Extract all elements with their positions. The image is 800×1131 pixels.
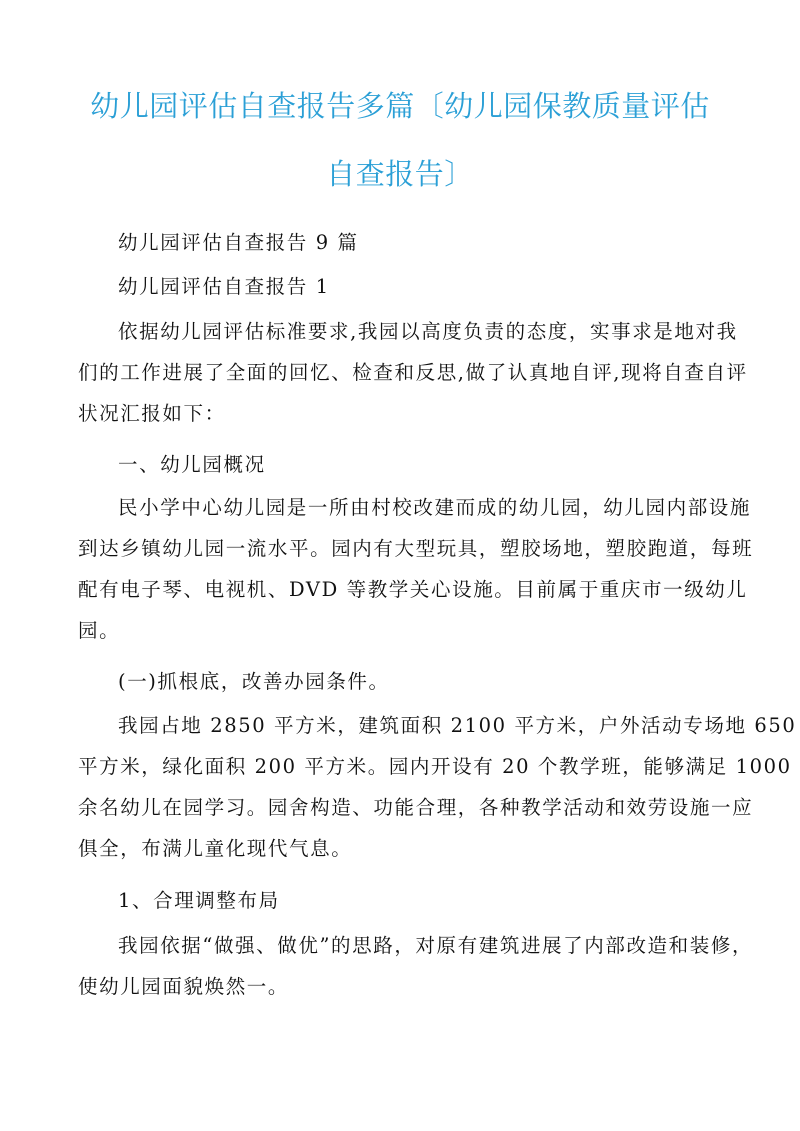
document-title-line-2: 自查报告〕 [326,157,474,191]
overview-line: 园。 [78,619,121,642]
intro-line: 们的工作进展了全面的回忆、检查和反思,做了认真地自评,现将自查自评 [78,361,748,384]
document-title-line-1: 幼儿园评估自查报告多篇〔幼儿园保教质量评估 [90,89,710,123]
intro-line: 依据幼儿园评估标准要求,我园以高度负责的态度，实事求是地对我 [118,320,738,343]
intro-paragraph [78,311,748,434]
item-heading-layout: 1、合理调整布局 [118,889,280,912]
area-line: 俱全，布满儿童化现代气息。 [78,837,353,860]
area-line: 我园占地 2850 平方米，建筑面积 2100 平方米，户外活动专场地 650 [118,714,797,737]
layout-line: 使幼儿园面貌焕然一。 [78,975,290,998]
overview-paragraph [78,487,754,651]
overview-line: 配有电子琴、电视机、DVD 等教学关心设施。目前属于重庆市一级幼儿 [78,578,748,601]
area-paragraph [78,705,797,869]
section-heading-overview: 一、幼儿园概况 [118,453,266,476]
overview-line: 到达乡镇幼儿园一流水平。园内有大型玩具，塑胶场地，塑胶跑道，每班 [78,537,754,560]
subsection-heading: (一)抓根底，改善办园条件。 [118,670,390,693]
collection-heading: 幼儿园评估自查报告 9 篇 [118,231,359,254]
report-heading: 幼儿园评估自查报告 1 [118,275,330,298]
overview-line: 民小学中心幼儿园是一所由村校改建而成的幼儿园，幼儿园内部设施 [118,496,752,519]
layout-paragraph [78,925,754,1007]
layout-line: 我园依据“做强、做优”的思路，对原有建筑进展了内部改造和装修， [118,934,754,957]
area-line: 余名幼儿在园学习。园舍构造、功能合理，各种教学活动和效劳设施一应 [78,796,754,819]
intro-line: 状况汇报如下： [78,402,226,425]
area-line: 平方米，绿化面积 200 平方米。园内开设有 20 个教学班，能够满足 1000 [78,755,792,778]
